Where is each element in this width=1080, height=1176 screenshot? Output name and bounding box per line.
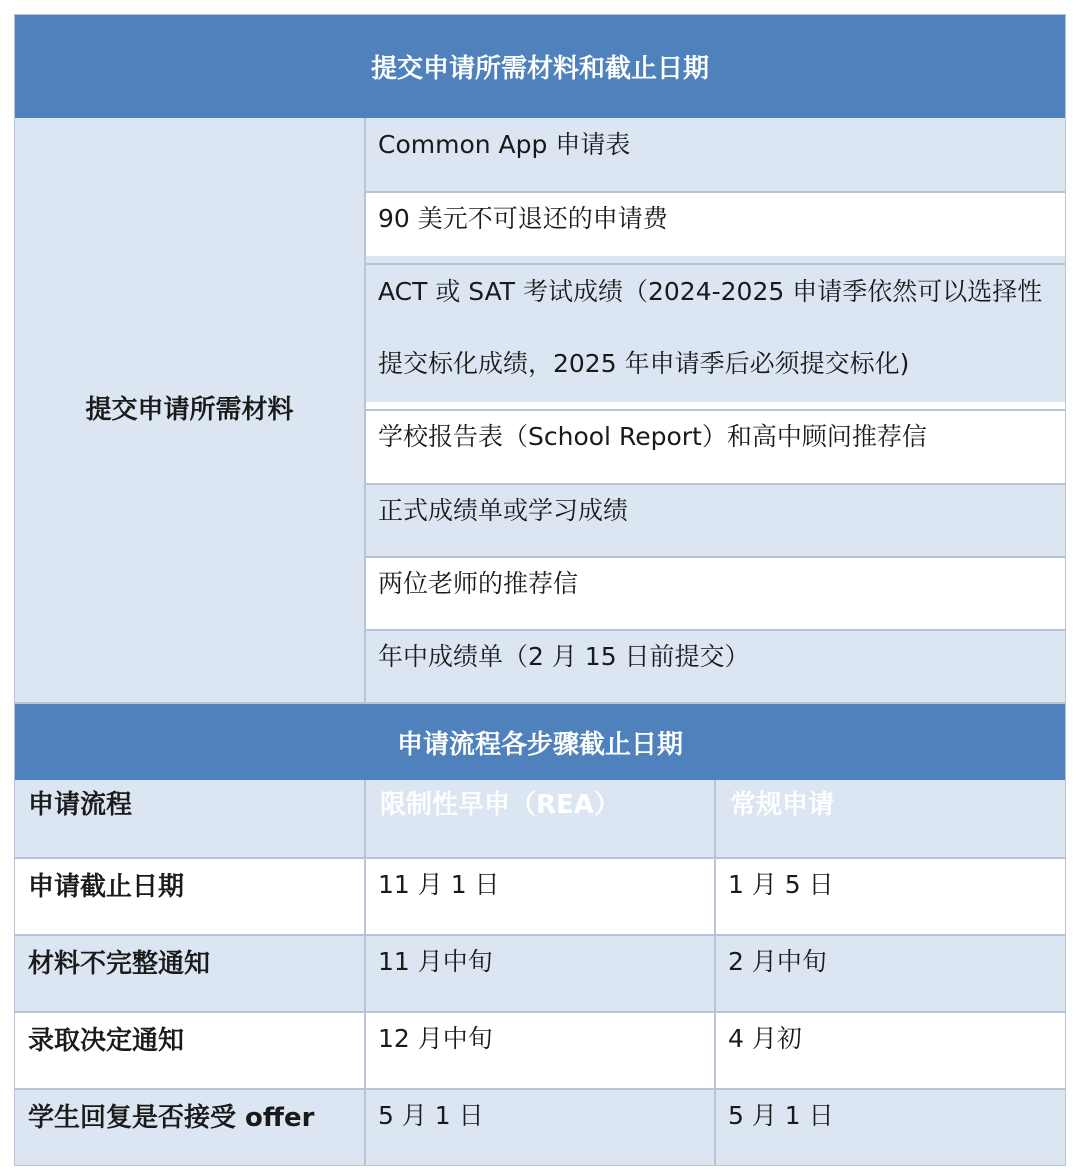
row-label: 材料不完整通知 xyxy=(14,935,365,1012)
material-item: 年中成绩单（2 月 15 日前提交） xyxy=(366,630,1066,702)
header-rea: 限制性早申（REA） xyxy=(366,780,715,858)
grid-line xyxy=(14,857,1066,859)
regular-value: 2 月中旬 xyxy=(716,935,1066,1012)
regular-value: 4 月初 xyxy=(716,1012,1066,1089)
material-item: 正式成绩单或学习成绩 xyxy=(366,484,1066,557)
rea-value: 5 月 1 日 xyxy=(366,1089,715,1166)
row-label: 录取决定通知 xyxy=(14,1012,365,1089)
header-regular: 常规申请 xyxy=(716,780,1066,858)
material-item: 学校报告表（School Report）和高中顾问推荐信 xyxy=(366,410,1066,484)
material-item: Common App 申请表 xyxy=(366,118,1066,192)
material-item: 90 美元不可退还的申请费 xyxy=(366,192,1066,264)
grid-line xyxy=(14,934,1066,936)
materials-section-title: 提交申请所需材料和截止日期 xyxy=(14,14,1066,118)
grid-line xyxy=(14,1011,1066,1013)
regular-value: 1 月 5 日 xyxy=(716,858,1066,935)
header-process: 申请流程 xyxy=(14,780,365,858)
rea-value: 12 月中旬 xyxy=(366,1012,715,1089)
regular-value: 5 月 1 日 xyxy=(716,1089,1066,1166)
grid-line xyxy=(714,780,716,1166)
grid-line xyxy=(366,556,1066,558)
grid-line xyxy=(366,483,1066,485)
material-item: 两位老师的推荐信 xyxy=(366,557,1066,630)
material-item: ACT 或 SAT 考试成绩（2024-2025 申请季依然可以选择性提交标化成绩，2025 年申请季后必须提交标化) xyxy=(366,256,1066,402)
rea-value: 11 月 1 日 xyxy=(366,858,715,935)
grid-line xyxy=(366,409,1066,411)
rea-value: 11 月中旬 xyxy=(366,935,715,1012)
grid-line xyxy=(366,629,1066,631)
deadlines-section-title: 申请流程各步骤截止日期 xyxy=(14,704,1066,780)
grid-line xyxy=(366,191,1066,193)
grid-line xyxy=(364,780,366,1166)
row-label: 申请截止日期 xyxy=(14,858,365,935)
grid-line xyxy=(14,1088,1066,1090)
materials-left-label: 提交申请所需材料 xyxy=(14,118,365,702)
grid-line xyxy=(14,702,1066,704)
row-label: 学生回复是否接受 offer xyxy=(14,1089,365,1166)
grid-line xyxy=(366,263,1066,265)
